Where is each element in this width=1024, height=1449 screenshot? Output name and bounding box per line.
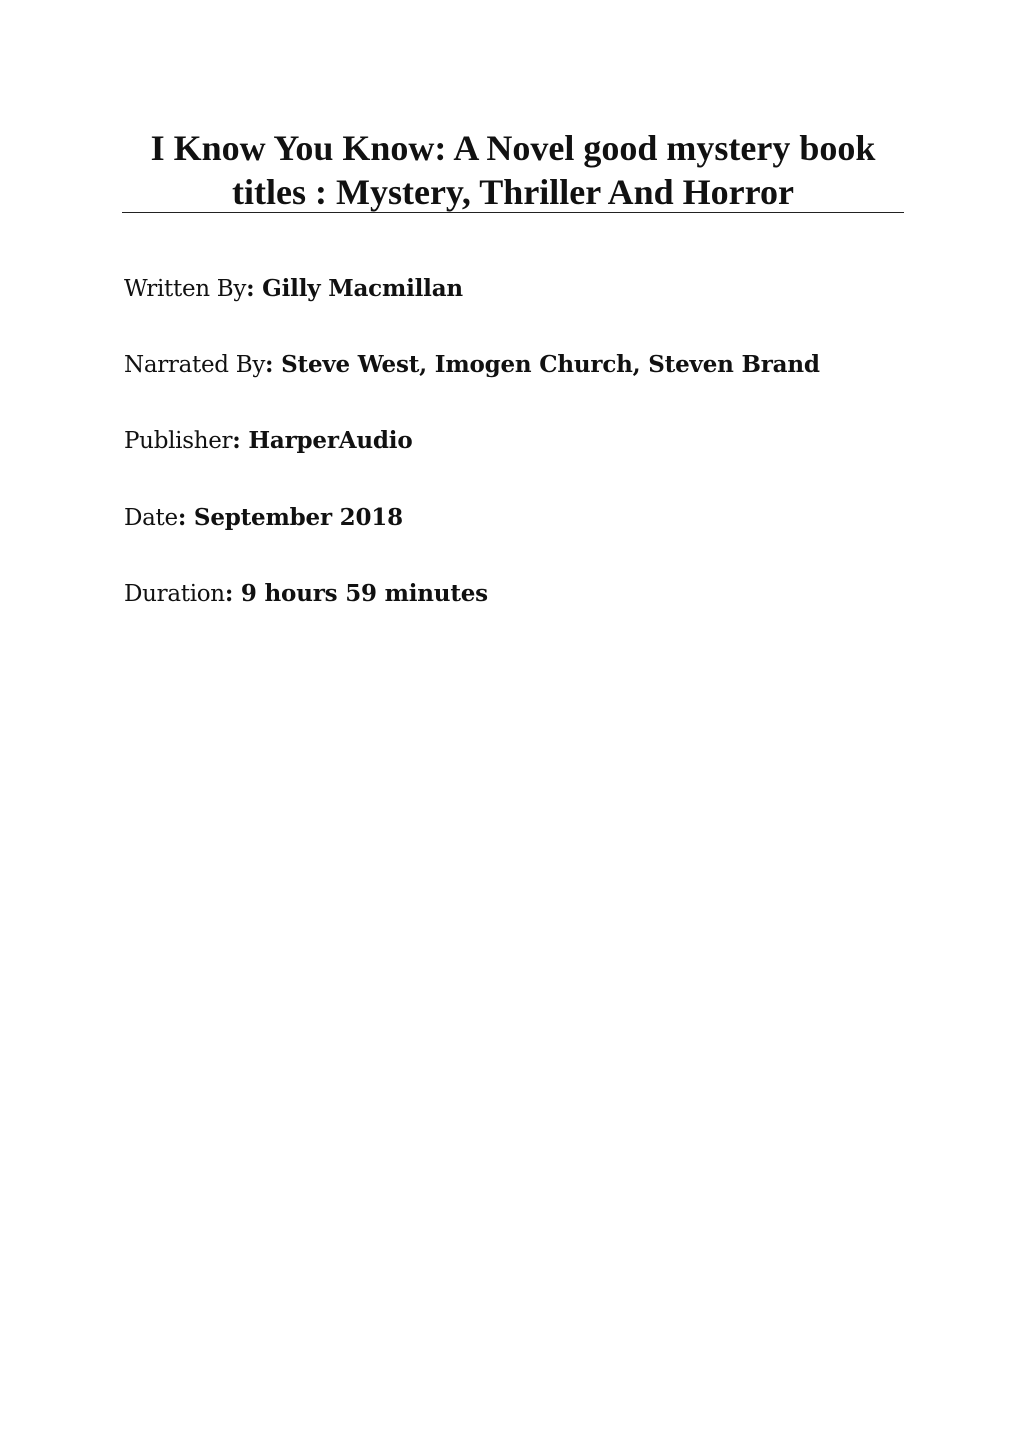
date-value: : September 2018 [177,504,403,531]
narrated-by-value: : Steve West, Imogen Church, Steven Brand [265,351,820,378]
publisher-row [124,426,412,456]
written-by-label: Written By [124,276,247,302]
written-by-row [124,274,463,304]
date-label: Date [124,505,178,531]
duration-value: : 9 hours 59 minutes [224,580,488,607]
publisher-label: Publisher [124,428,233,454]
page-title: I Know You Know: A Novel good mystery book titles : Mystery, Thriller And Horror [150,128,876,212]
duration-label: Duration [124,581,225,607]
narrated-by-label: Narrated By [124,352,266,378]
narrated-by-row [124,350,820,380]
date-row [124,503,403,533]
title-underline [122,212,904,213]
written-by-value: : Gilly Macmillan [246,275,463,302]
publisher-value: : HarperAudio [232,427,413,454]
duration-row [124,579,488,609]
